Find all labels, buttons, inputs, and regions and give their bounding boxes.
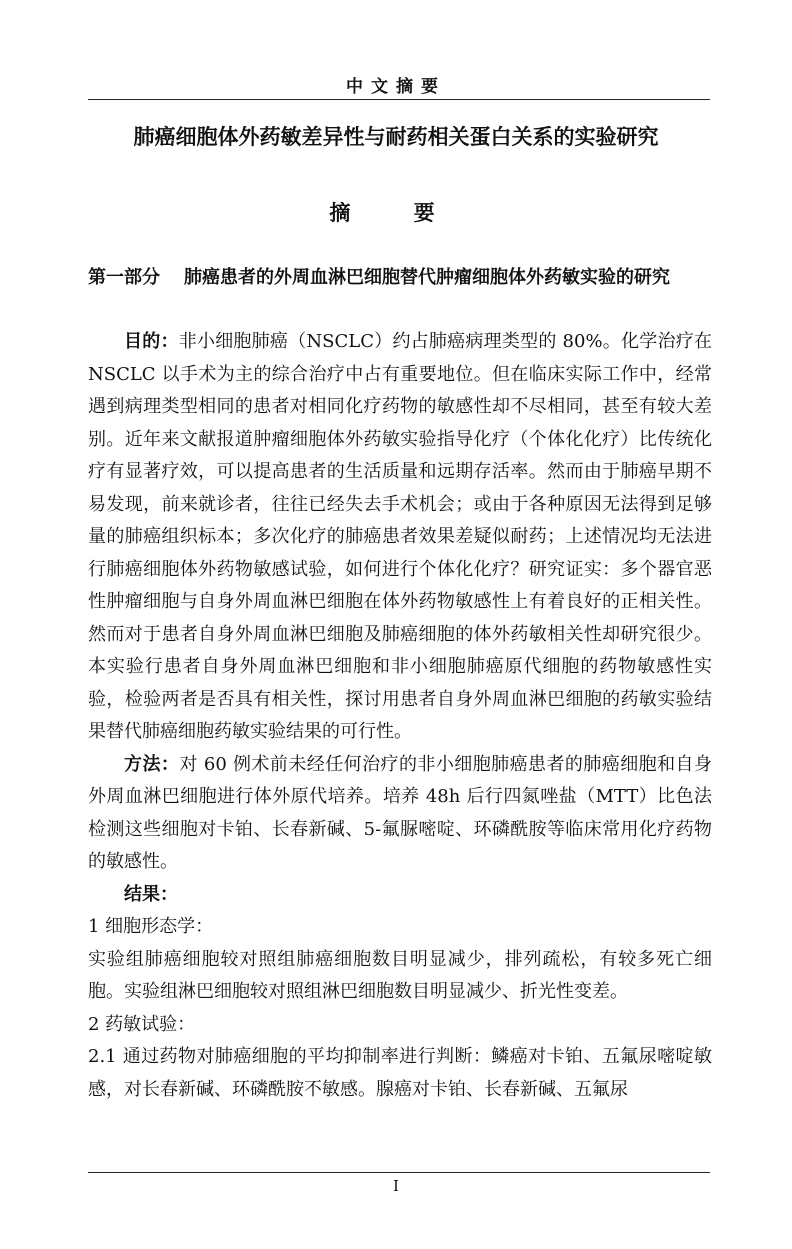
objective-lead: 目的： — [124, 331, 179, 352]
header-rule — [88, 99, 710, 100]
results-item1-title: 1 细胞形态学： — [88, 916, 214, 937]
results-item2-title: 2 药敏试验： — [88, 1013, 196, 1035]
abstract-body — [88, 326, 712, 1106]
running-header: 中文摘要 — [346, 77, 446, 97]
results-item1-text: 实验组肺癌细胞较对照组肺癌细胞数目明显减少，排列疏松，有较多死亡细胞。实验组淋巴细胞较对照组淋巴细胞数目明显减少、折光性变差。 — [88, 948, 712, 1002]
results-item2-1-text: 2.1 通过药物对肺癌细胞的平均抑制率进行判断：鳞癌对卡铂、五氟尿嘧啶敏感，对长春新碱、环磷酰胺不敏感。腺癌对卡铂、长春新碱、五氟尿 — [88, 1046, 712, 1100]
objective-text: 非小细胞肺癌（NSCLC）约占肺癌病理类型的 80%。化学治疗在 NSCLC 以手术为主的综合治疗中占有重要地位。但在临床实际工作中，经常遇到病理类型相同的患者对相同化疗药物的敏感性却不尽相同，甚至有较大差别。近年来文献报道肿瘤细胞体外药敏实验指导化疗（个体化化疗）比传统化疗有显著疗效，可以提高患者的生活质量和远期存活率。然而由于肺癌早期不易发现，前来就诊者，往往已经失去手术机会；或由于各种原因无法得到足够量的肺癌组织标本；多次化疗的肺癌患者效果差疑似耐药；上述情况均无法进行肺癌细胞体外药物敏感试验，如何进行个体化化疗？研究证实：多个器官恶性肿瘤细胞与自身外周血淋巴细胞在体外药物敏感性上有着良好的正相关性。然而对于患者自身外周血淋巴细胞及肺癌细胞的体外药敏相关性却研究很少。本实验行患者自身外周血淋巴细胞和非小细胞肺癌原代细胞的药物敏感性实验，检验两者是否具有相关性，探讨用患者自身外周血淋巴细胞的药敏实验结果替代肺癌细胞药敏实验结果的可行性。 — [88, 331, 712, 742]
results-heading: 结果： — [124, 883, 178, 905]
thesis-title: 肺癌细胞体外药敏差异性与耐药相关蛋白关系的实验研究 — [133, 125, 659, 149]
methods-lead: 方法： — [124, 753, 180, 775]
methods-text: 对 60 例术前未经任何治疗的非小细胞肺癌患者的肺癌细胞和自身外周血淋巴细胞进行体外原代培养。培养 48h 后行四氮唑盐（MTT）比色法检测这些细胞对卡铂、长春新碱、5-氟脲嘧啶、环磷酰胺等临床常用化疗药物的敏感性。 — [88, 753, 712, 872]
part-heading — [88, 262, 712, 294]
footer-rule — [88, 1172, 710, 1173]
part-title: 肺癌患者的外周血淋巴细胞替代肿瘤细胞体外药敏实验的研究 — [184, 267, 670, 288]
page-number: I — [393, 1177, 399, 1195]
abstract-heading: 摘 要 — [329, 201, 463, 225]
objective-paragraph — [88, 326, 712, 749]
part-label: 第一部分 — [88, 267, 160, 288]
methods-paragraph — [88, 749, 712, 879]
